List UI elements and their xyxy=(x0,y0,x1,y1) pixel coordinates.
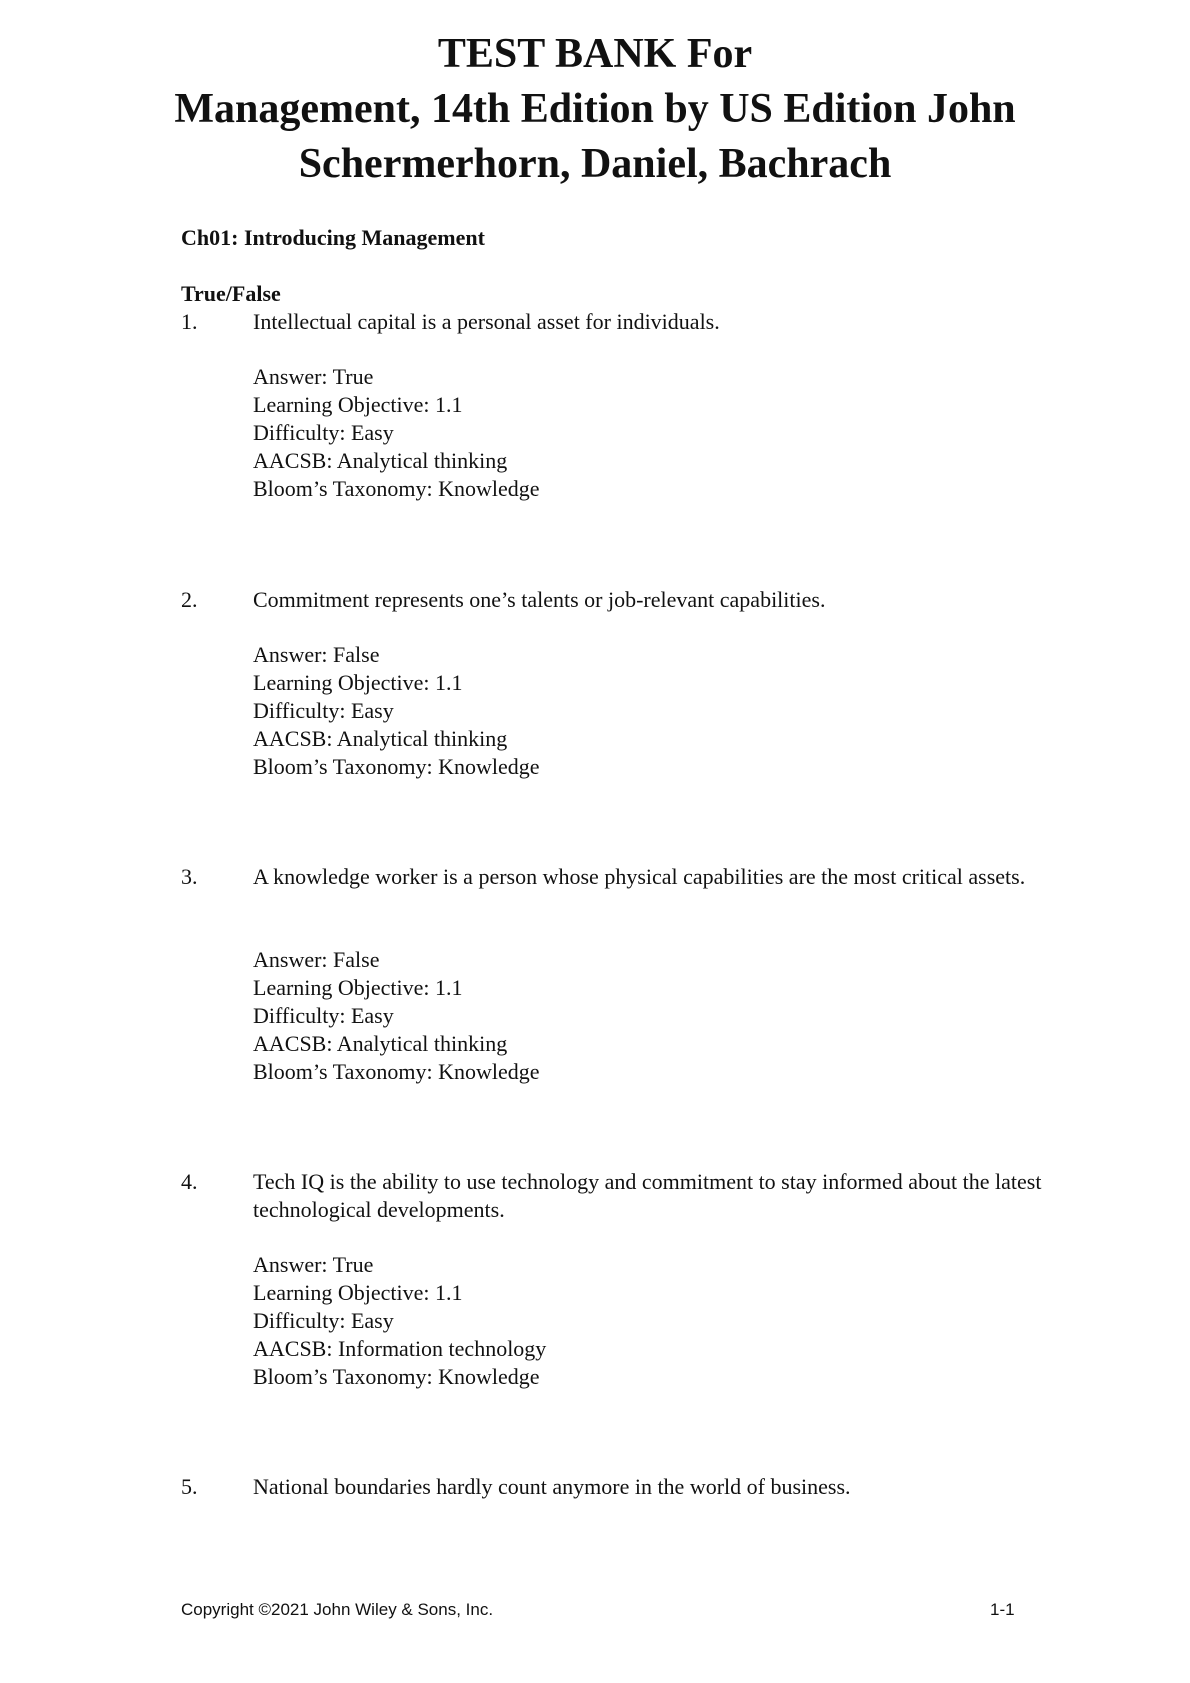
objective-line: Learning Objective: 1.1 xyxy=(253,392,463,417)
chapter-heading: Ch01: Introducing Management xyxy=(181,225,485,250)
question-metadata xyxy=(253,1251,953,1391)
bloom-line: Bloom’s Taxonomy: Knowledge xyxy=(253,754,540,779)
question-number: 3. xyxy=(181,864,198,889)
difficulty-line: Difficulty: Easy xyxy=(253,698,394,723)
question-number: 4. xyxy=(181,1169,198,1194)
section-heading: True/False xyxy=(181,281,281,306)
difficulty-line: Difficulty: Easy xyxy=(253,1308,394,1333)
question-metadata xyxy=(253,946,953,1086)
aacsb-line: AACSB: Information technology xyxy=(253,1336,547,1361)
question-text: A knowledge worker is a person whose physical capabilities are the most critical assets. xyxy=(253,864,1026,889)
question-text: National boundaries hardly count anymore in the world of business. xyxy=(253,1474,851,1499)
aacsb-line: AACSB: Analytical thinking xyxy=(253,726,508,751)
title-line-1: TEST BANK For xyxy=(437,31,753,77)
objective-line: Learning Objective: 1.1 xyxy=(253,975,463,1000)
question-metadata xyxy=(253,641,953,781)
question-text: Tech IQ is the ability to use technology and commitment to stay informed about the latest technological developments. xyxy=(253,1169,1042,1222)
answer-line: Answer: False xyxy=(253,947,380,972)
title-line-2: Management, 14th Edition by US Edition John xyxy=(174,86,1016,132)
answer-line: Answer: True xyxy=(253,1252,374,1277)
question-text: Intellectual capital is a personal asset for individuals. xyxy=(253,309,720,334)
footer-copyright: Copyright ©2021 John Wiley & Sons, Inc. xyxy=(181,1600,494,1619)
difficulty-line: Difficulty: Easy xyxy=(253,1003,394,1028)
objective-line: Learning Objective: 1.1 xyxy=(253,670,463,695)
question-number: 2. xyxy=(181,587,198,612)
question-number: 5. xyxy=(181,1474,198,1499)
objective-line: Learning Objective: 1.1 xyxy=(253,1280,463,1305)
bloom-line: Bloom’s Taxonomy: Knowledge xyxy=(253,476,540,501)
question-metadata xyxy=(253,363,953,503)
aacsb-line: AACSB: Analytical thinking xyxy=(253,448,508,473)
answer-line: Answer: True xyxy=(253,364,374,389)
question-number: 1. xyxy=(181,309,198,334)
difficulty-line: Difficulty: Easy xyxy=(253,420,394,445)
title-line-3: Schermerhorn, Daniel, Bachrach xyxy=(298,141,892,187)
footer-page-number: 1-1 xyxy=(990,1600,1015,1619)
bloom-line: Bloom’s Taxonomy: Knowledge xyxy=(253,1059,540,1084)
question-text: Commitment represents one’s talents or job-relevant capabilities. xyxy=(253,587,826,612)
bloom-line: Bloom’s Taxonomy: Knowledge xyxy=(253,1364,540,1389)
answer-line: Answer: False xyxy=(253,642,380,667)
aacsb-line: AACSB: Analytical thinking xyxy=(253,1031,508,1056)
document-title xyxy=(60,27,1130,192)
